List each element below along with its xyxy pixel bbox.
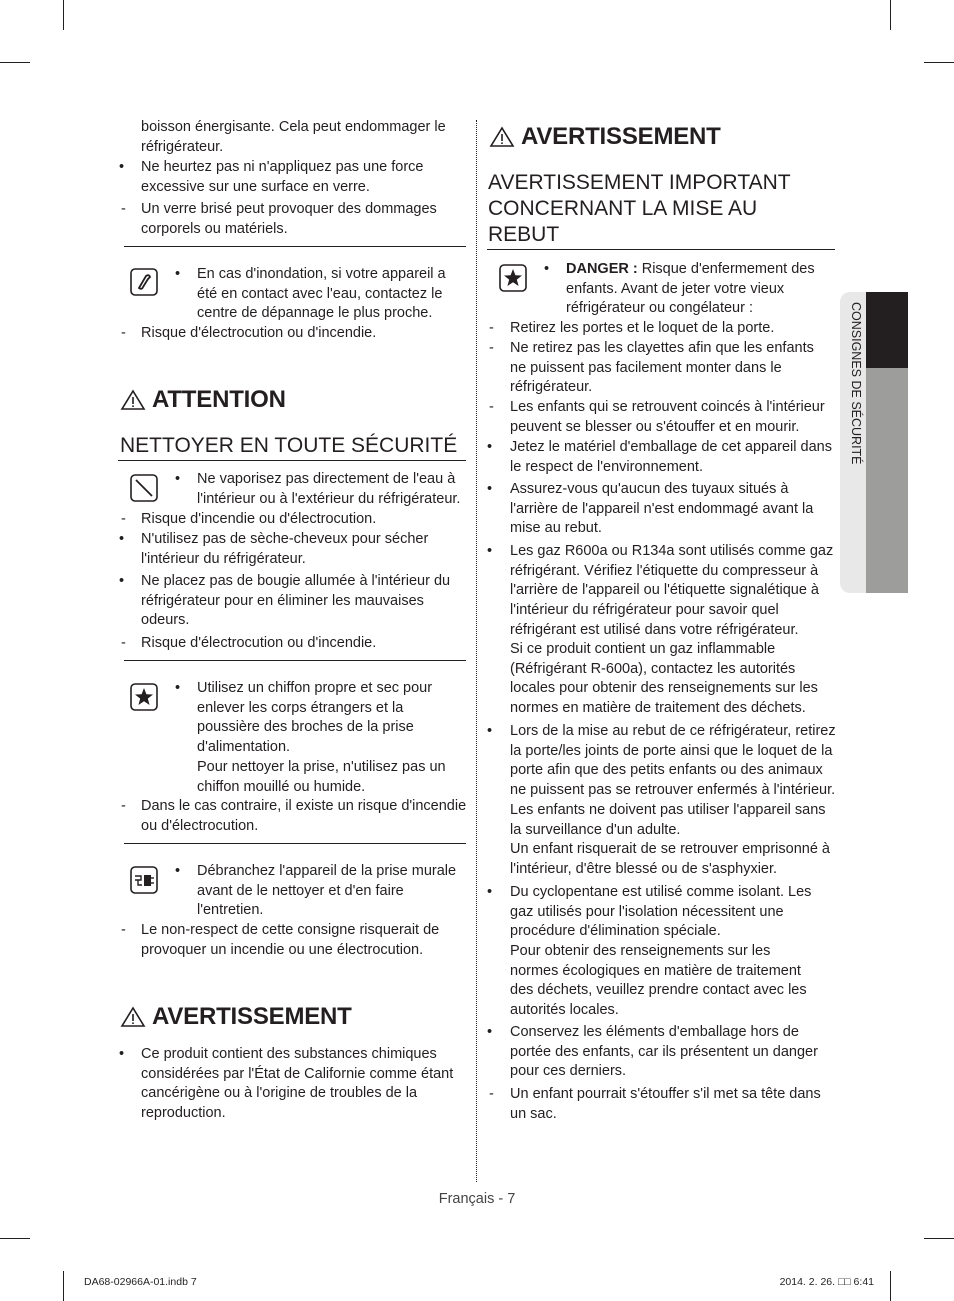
- crop-mark: [63, 0, 64, 30]
- bullet: •: [175, 266, 181, 282]
- dash: -: [121, 511, 126, 527]
- california-text: Ce produit contient des substances chimiques considérées par l'État de Californie comme étant cancérigène ou à l'origine de troubles de la reproduction.: [141, 1046, 454, 1122]
- danger-description: Risque d'enfermement des enfants. Avant de jeter votre vieux réfrigérateur ou congélateur :: [566, 261, 815, 317]
- crop-mark: [890, 1271, 891, 1301]
- warning-title-right: AVERTISSEMENT: [521, 123, 721, 150]
- warning-title: AVERTISSEMENT: [152, 1003, 352, 1030]
- dash: -: [489, 1086, 494, 1102]
- suffocation-text: Un enfant pourrait s'étouffer s'il met sa tête dans un sac.: [510, 1086, 821, 1122]
- side-tab-label: CONSIGNES DE SÉCURITÉ: [849, 302, 863, 465]
- bullet: •: [175, 863, 181, 879]
- electrocution-risk-text-2: Risque d'électrocution ou d'incendie.: [141, 635, 377, 651]
- dash: -: [121, 325, 126, 341]
- bullet: •: [175, 680, 181, 696]
- warning-heading: [120, 1003, 352, 1031]
- crop-mark: [924, 1238, 954, 1239]
- dash: -: [121, 922, 126, 938]
- side-tab-grey: [866, 368, 908, 593]
- disposal-heading: AVERTISSEMENT IMPORTANT CONCERNANT LA MISE AU REBUT: [488, 171, 791, 246]
- glass-impact-text: Ne heurtez pas ni n'appliquez pas une force excessive sur une surface en verre.: [141, 159, 424, 195]
- warning-heading-right: [489, 123, 721, 151]
- refrigerant-text: Les gaz R600a ou R134a sont utilisés comme gaz réfrigérant. Vérifiez l'étiquette du compresseur à l'arrière de l'appareil ou l'étiquette signalétique à l'intérieur du réfrigérateur pour savoir quel réfrigérant est utilisé dans votre réfrigérateur.: [510, 543, 834, 638]
- bullet: •: [119, 1046, 125, 1062]
- bullet: •: [487, 481, 493, 497]
- crop-mark: [924, 62, 954, 63]
- section-rule: [124, 246, 466, 247]
- danger-text: [566, 260, 828, 319]
- dash: -: [121, 201, 126, 217]
- bullet: •: [487, 543, 493, 559]
- door-removal-text: Lors de la mise au rebut de ce réfrigérateur, retirez la porte/les joints de porte ainsi que le loquet de la porte afin que des petits enfants ou des animaux ne puissent pas se retrouver enfermés à l'intérieur. Les enfants ne doivent pas utiliser l'appareil sans la surveillance d'un adulte.: [510, 723, 836, 838]
- section-rule: [124, 660, 466, 661]
- crop-mark: [890, 0, 891, 30]
- phone-icon: [130, 268, 158, 296]
- trapped-children-text: Les enfants qui se retrouvent coincés à l'intérieur peuvent se blesser ou s'étouffer et en mourir.: [510, 399, 825, 435]
- bullet: •: [487, 1024, 493, 1040]
- noncompliance-text: Le non-respect de cette consigne risquerait de provoquer un incendie ou une électrocution.: [141, 922, 440, 958]
- crop-mark: [0, 1238, 30, 1239]
- danger-label: DANGER :: [566, 261, 638, 277]
- star-important-icon: [499, 264, 527, 292]
- child-danger-note: Un enfant risquerait de se retrouver emprisonné à l'intérieur, d'être blessé ou de s'asphyxier.: [510, 841, 830, 877]
- pipes-text: Assurez-vous qu'aucun des tuyaux situés à l'arrière de l'appareil n'est endommagé avant la mise au rebut.: [510, 481, 814, 537]
- dash: -: [489, 399, 494, 415]
- no-candle-text: Ne placez pas de bougie allumée à l'intérieur du réfrigérateur pour en éliminer les mauvaises odeurs.: [141, 573, 451, 629]
- refrigerant-note: Si ce produit contient un gaz inflammable (Réfrigérant R-600a), contactez les autorités locales pour obtenir des renseignements sur les normes en matière de traitement des déchets.: [510, 641, 818, 717]
- warning-triangle-icon: [120, 389, 146, 411]
- dash: -: [489, 340, 494, 356]
- bullet: •: [119, 159, 125, 175]
- bullet: •: [487, 439, 493, 455]
- fire-risk-text: Risque d'incendie ou d'électrocution.: [141, 511, 377, 527]
- no-hairdryer-text: N'utilisez pas de sèche-cheveux pour sécher l'intérieur du réfrigérateur.: [141, 531, 429, 567]
- clean-plug-text: Utilisez un chiffon propre et sec pour enlever les corps étrangers et la poussière des broches de la prise d'alimentation.: [197, 680, 433, 756]
- page-number: Français - 7: [438, 1191, 516, 1207]
- fire-risk-text-2: Dans le cas contraire, il existe un risque d'incendie ou d'électrocution.: [141, 798, 467, 834]
- cyclopentane-note: Pour obtenir des renseignements sur les normes écologiques en matière de traitement des déchets, veuillez prendre contact avec les autorités locales.: [510, 943, 807, 1019]
- heading-rule: [487, 249, 835, 250]
- shelves-text: Ne retirez pas les clayettes afin que les enfants ne puissent pas facilement monter dans le réfrigérateur.: [510, 340, 814, 396]
- attention-heading: [120, 386, 286, 414]
- print-date: 2014. 2. 26. □□ 6:41: [779, 1276, 874, 1288]
- bullet: •: [175, 471, 181, 487]
- file-info: DA68-02966A-01.indb 7: [84, 1276, 197, 1288]
- bullet: •: [487, 884, 493, 900]
- clean-plug-note: Pour nettoyer la prise, n'utilisez pas un chiffon mouillé ou humide.: [197, 759, 446, 795]
- side-tab-dark: [866, 292, 908, 368]
- packaging-children-text: Conservez les éléments d'emballage hors de portée des enfants, car ils présentent un danger pour ces derniers.: [510, 1024, 818, 1080]
- unplug-text: Débranchez l'appareil de la prise murale avant de le nettoyer et d'en faire l'entretien.: [197, 863, 457, 919]
- cyclopentane-text: Du cyclopentane est utilisé comme isolant. Les gaz utilisés pour l'isolation nécessitent une procédure d'élimination spéciale.: [510, 884, 812, 940]
- dash: -: [489, 320, 494, 336]
- packaging-text: Jetez le matériel d'emballage de cet appareil dans le respect de l'environnement.: [510, 439, 832, 475]
- continued-text: boisson énergisante. Cela peut endommager le réfrigérateur.: [141, 119, 446, 155]
- flood-text: En cas d'inondation, si votre appareil a été en contact avec l'eau, contactez le centre de dépannage le plus proche.: [197, 266, 446, 322]
- electrocution-risk-text: Risque d'électrocution ou d'incendie.: [141, 325, 377, 341]
- heading-rule: [118, 460, 466, 461]
- crop-mark: [63, 1271, 64, 1301]
- no-spray-text: Ne vaporisez pas directement de l'eau à l'intérieur ou à l'extérieur du réfrigérateur.: [197, 471, 461, 507]
- bullet: •: [119, 573, 125, 589]
- unplug-icon: [130, 866, 158, 894]
- broken-glass-text: Un verre brisé peut provoquer des dommages corporels ou matériels.: [141, 201, 437, 237]
- warning-triangle-icon: [120, 1006, 146, 1028]
- column-divider: [476, 120, 477, 1182]
- remove-doors-text: Retirez les portes et le loquet de la porte.: [510, 320, 775, 336]
- dash: -: [121, 798, 126, 814]
- bullet: •: [119, 531, 125, 547]
- attention-title: ATTENTION: [152, 386, 286, 413]
- crop-mark: [0, 62, 30, 63]
- section-heading: NETTOYER EN TOUTE SÉCURITÉ: [120, 434, 458, 457]
- dash: -: [121, 635, 126, 651]
- warning-triangle-icon: [489, 126, 515, 148]
- star-important-icon: [130, 683, 158, 711]
- section-rule: [124, 843, 466, 844]
- bullet: •: [487, 723, 493, 739]
- prohibited-icon: [130, 474, 158, 502]
- bullet: •: [544, 261, 550, 277]
